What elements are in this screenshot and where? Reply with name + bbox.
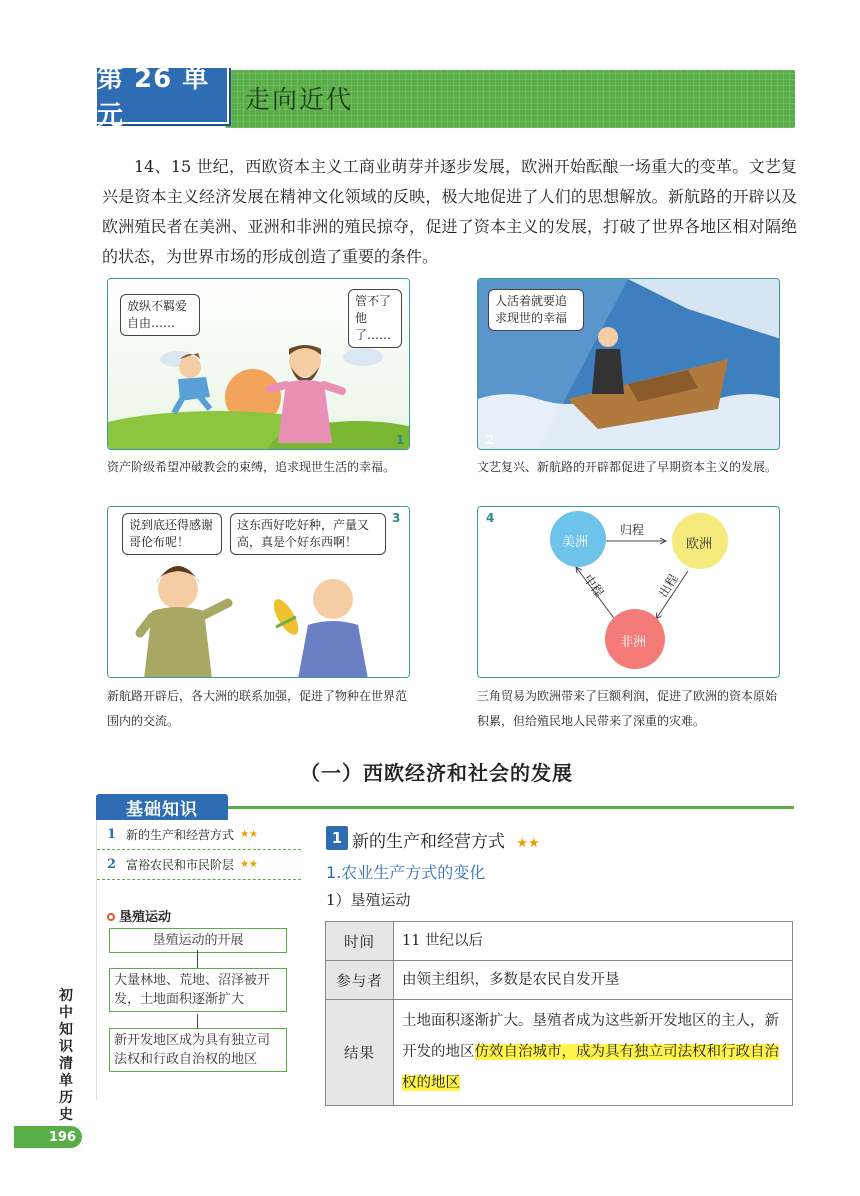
panel-caption: 资产阶级希望冲破教会的束缚，追求现世生活的幸福。	[107, 460, 396, 474]
edge-label-outbound: 出程	[656, 571, 681, 600]
star-icon: ★★	[240, 859, 258, 870]
book-title-vertical: 初中知识清单 历史	[59, 988, 73, 1123]
node-label-america: 美洲	[562, 535, 589, 550]
table-cell	[394, 1000, 793, 1106]
panel-number: 4	[486, 511, 495, 525]
sidebar-item-num: 2	[107, 857, 117, 872]
page-number: 196	[14, 1126, 82, 1148]
panel-number: 1	[396, 433, 405, 447]
speech-bubble: 管不了他了……	[348, 289, 402, 348]
table-header-cell: 时间	[326, 922, 394, 961]
table-row	[326, 922, 793, 961]
illustration-panel-3	[107, 506, 410, 678]
table-header-cell: 结果	[326, 1000, 394, 1106]
illustration-panel-2	[477, 278, 780, 450]
basic-knowledge-tab: 基础知识	[96, 794, 228, 820]
edge-label-middle: 中程	[580, 571, 607, 600]
sidebar-item-num: 1	[107, 827, 117, 842]
subheading-1: 1.农业生产方式的变化	[326, 863, 486, 882]
node-label-europe: 欧洲	[686, 537, 713, 552]
unit-banner	[95, 64, 795, 131]
triangle-trade-panel	[477, 506, 780, 678]
topic-title	[352, 827, 540, 852]
unit-badge: 第 26 单元	[95, 66, 229, 124]
topic-title-text: 新的生产和经营方式	[352, 832, 505, 852]
table-row	[326, 961, 793, 1000]
speech-bubble: 说到底还得感谢哥伦布呢！	[122, 513, 222, 555]
flow-step-2: 大量林地、荒地、沼泽被开发，土地面积逐渐扩大	[109, 968, 287, 1012]
speech-bubble: 这东西好吃好种，产量又高，真是个好东西啊！	[230, 513, 386, 555]
table-cell: 由领主组织，多数是农民自发开垦	[394, 961, 793, 1000]
subheading-2: 1）垦殖运动	[326, 891, 411, 909]
star-icon: ★★	[240, 829, 258, 840]
flow-step-3: 新开发地区成为具有独立司法权和行政自治权的地区	[109, 1028, 287, 1072]
highlighted-text: 仿效自治城市，成为具有独立司法权和行政自治权的地区	[402, 1044, 779, 1091]
sidebar-item	[97, 850, 301, 880]
panel-number: 3	[392, 511, 401, 525]
star-icon: ★★	[516, 836, 540, 851]
illustration-panel-1	[107, 278, 410, 450]
unit-title: 走向近代	[245, 85, 354, 114]
result-text: 土地面积逐渐扩大。垦殖者成为这些新开发地区的主人，新开发的地区	[402, 1013, 779, 1060]
sidebar-item-label: 富裕农民和市民阶层	[126, 858, 235, 872]
panel-number: 2	[486, 433, 495, 447]
table-row	[326, 1000, 793, 1106]
intro-paragraph: 14、15 世纪，西欧资本主义工商业萌芽并逐步发展，欧洲开始酝酿一场重大的变革。文艺复兴是资本主义经济发展在精神文化领域的反映，极大地促进了人们的思想解放。新航路的开辟以及欧洲殖民者在美洲、亚洲和非洲的殖民掠夺，促进了资本主义的发展，打破了世界各地区相对隔绝的状态，为世界市场的形成创造了重要的条件。	[102, 157, 797, 266]
panel-caption: 文艺复兴、新航路的开辟都促进了早期资本主义的发展。	[477, 460, 778, 474]
panel-caption: 三角贸易为欧洲带来了巨额利润，促进了欧洲的资本原始积累，但给殖民地人民带来了深重的灾难。	[477, 689, 778, 728]
section-heading: （一）西欧经济和社会的发展	[300, 761, 573, 785]
speech-bubble: 放纵不羁爱自由……	[120, 294, 200, 336]
sidebar-item	[97, 820, 301, 850]
speech-bubble: 人活着就要追求现世的幸福	[488, 289, 584, 331]
section-divider	[228, 806, 794, 809]
arrow-down-icon	[197, 1014, 198, 1028]
node-label-africa: 非洲	[620, 635, 647, 650]
arrow-down-icon	[197, 950, 198, 968]
panel-caption: 新航路开辟后，各大洲的联系加强，促进了物种在世界范围内的交流。	[107, 689, 408, 728]
edge-label-return: 归程	[620, 523, 645, 537]
bullet-icon	[107, 913, 115, 921]
sidebar-panel	[96, 820, 301, 1100]
table-header-cell: 参与者	[326, 961, 394, 1000]
flow-step-1: 垦殖运动的开展	[109, 928, 287, 953]
flow-title-text: 垦殖运动	[119, 910, 172, 925]
table-cell: 11 世纪以后	[394, 922, 793, 961]
knowledge-table	[325, 921, 793, 1106]
sidebar-item-label: 新的生产和经营方式	[126, 828, 235, 842]
topic-number: 1	[326, 826, 348, 850]
flow-title	[107, 906, 171, 925]
